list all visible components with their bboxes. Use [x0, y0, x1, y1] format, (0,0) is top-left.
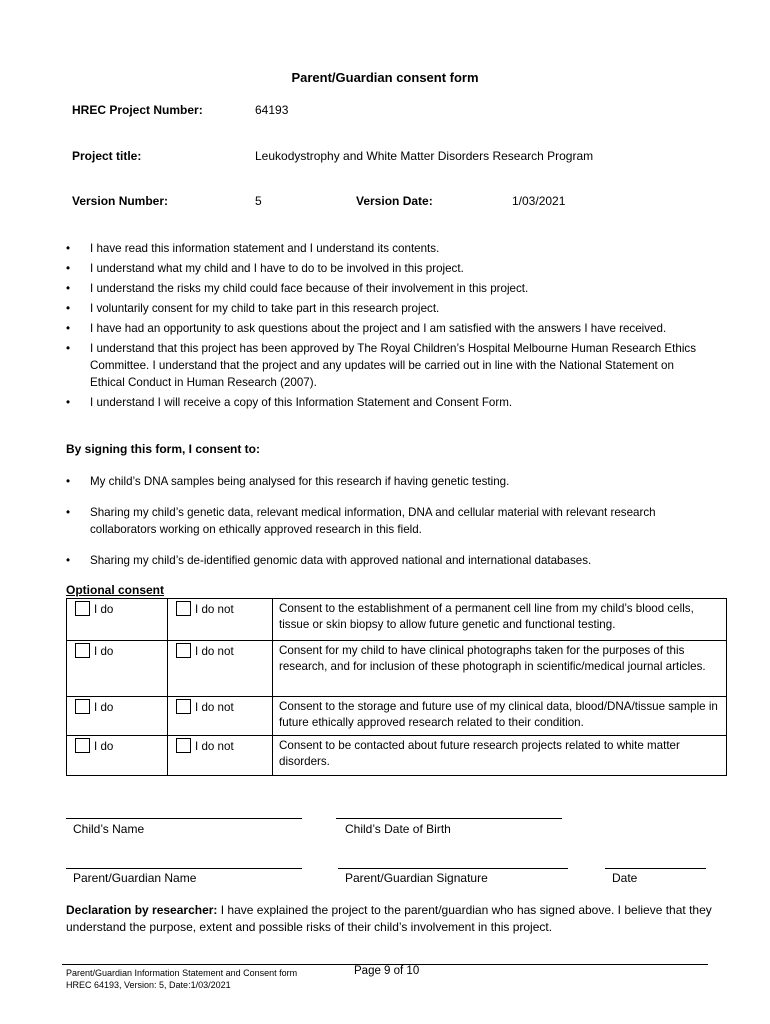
consent-text: Consent to the storage and future use of my clinical data, blood/DNA/tissue sample in future ethically approved research related to their condition.: [273, 697, 727, 736]
consent-item: • My child’s DNA samples being analysed for this research if having genetic testing.: [66, 473, 706, 490]
i-do-not-checkbox[interactable]: [176, 699, 191, 714]
statement-item: • I understand I will receive a copy of this Information Statement and Consent Form.: [66, 394, 706, 411]
child-name-label: Child’s Name: [73, 822, 145, 836]
optional-consent-table: [66, 598, 727, 776]
i-do-label: I do: [94, 701, 114, 714]
i-do-checkbox[interactable]: [75, 643, 90, 658]
i-do-checkbox[interactable]: [75, 738, 90, 753]
i-do-checkbox[interactable]: [75, 601, 90, 616]
consent-item: • Sharing my child’s de-identified genomic data with approved national and international databases.: [66, 552, 706, 569]
version-date-value: 1/03/2021: [512, 194, 566, 208]
i-do-label: I do: [94, 603, 114, 616]
declaration-text: I have explained the project to the parent/guardian who has signed above. I believe that they understand the purpose, extent and possible risks of their child’s involvement in this project.: [66, 903, 712, 934]
consent-list: [66, 473, 706, 583]
declaration-label: Declaration by researcher:: [66, 903, 218, 917]
statement-item: • I voluntarily consent for my child to take part in this research project.: [66, 300, 706, 317]
date-line[interactable]: [605, 868, 706, 869]
table-row: [67, 599, 727, 641]
i-do-label: I do: [94, 645, 114, 658]
page-title: Parent/Guardian consent form: [291, 70, 479, 85]
statement-list: [66, 240, 706, 414]
footer-form-name: Parent/Guardian Information Statement and Consent form: [66, 968, 298, 978]
date-label: Date: [612, 871, 638, 885]
table-row: [67, 736, 727, 776]
i-do-not-label: I do not: [195, 645, 234, 658]
i-do-checkbox[interactable]: [75, 699, 90, 714]
consent-heading: By signing this form, I consent to:: [66, 442, 261, 456]
guardian-name-label: Parent/Guardian Name: [73, 871, 197, 885]
version-number-value: 5: [255, 194, 262, 208]
optional-consent-heading: Optional consent: [66, 583, 165, 597]
footer-version: HREC 64193, Version: 5, Date:1/03/2021: [66, 980, 231, 990]
i-do-not-checkbox[interactable]: [176, 643, 191, 658]
statement-item: • I understand what my child and I have to do to be involved in this project.: [66, 260, 706, 277]
statement-item: • I have had an opportunity to ask questions about the project and I am satisfied with the answers I have received.: [66, 320, 706, 337]
guardian-signature-label: Parent/Guardian Signature: [345, 871, 488, 885]
statement-item: • I have read this information statement and I understand its contents.: [66, 240, 706, 257]
page-number: Page 9 of 10: [354, 965, 420, 977]
hrec-label: HREC Project Number:: [72, 103, 203, 117]
project-title-value: Leukodystrophy and White Matter Disorders Research Program: [255, 149, 594, 163]
i-do-not-label: I do not: [195, 740, 234, 753]
i-do-not-label: I do not: [195, 701, 234, 714]
version-date-label: Version Date:: [356, 194, 433, 208]
statement-item: • I understand that this project has been approved by The Royal Children’s Hospital Melbourne Human Research Ethics Committee. I understand that the project and any updates will be carried out in line with the National Statement on Ethical Conduct in Human Research (2007).: [66, 340, 706, 391]
consent-text: Consent to be contacted about future research projects related to white matter disorders.: [273, 736, 727, 776]
guardian-signature-line[interactable]: [338, 868, 568, 869]
project-title-label: Project title:: [72, 149, 142, 163]
version-number-label: Version Number:: [72, 194, 169, 208]
table-row: [67, 641, 727, 697]
consent-text: Consent to the establishment of a permanent cell line from my child’s blood cells, tissue or skin biopsy to allow future genetic and functional testing.: [273, 599, 727, 641]
i-do-not-label: I do not: [195, 603, 234, 616]
child-dob-label: Child’s Date of Birth: [345, 822, 451, 836]
guardian-name-line[interactable]: [66, 868, 302, 869]
i-do-not-checkbox[interactable]: [176, 738, 191, 753]
i-do-label: I do: [94, 740, 114, 753]
consent-text: Consent for my child to have clinical photographs taken for the purposes of this research, and for inclusion of these photograph in scientific/medical journal articles.: [273, 641, 727, 697]
child-name-line[interactable]: [66, 818, 302, 819]
i-do-not-checkbox[interactable]: [176, 601, 191, 616]
child-dob-line[interactable]: [336, 818, 562, 819]
consent-item: • Sharing my child’s genetic data, relevant medical information, DNA and cellular material with relevant research collaborators working on ethically approved research in this field.: [66, 504, 706, 538]
researcher-declaration: [66, 902, 716, 936]
table-row: [67, 697, 727, 736]
hrec-value: 64193: [255, 103, 289, 117]
statement-item: • I understand the risks my child could face because of their involvement in this project.: [66, 280, 706, 297]
